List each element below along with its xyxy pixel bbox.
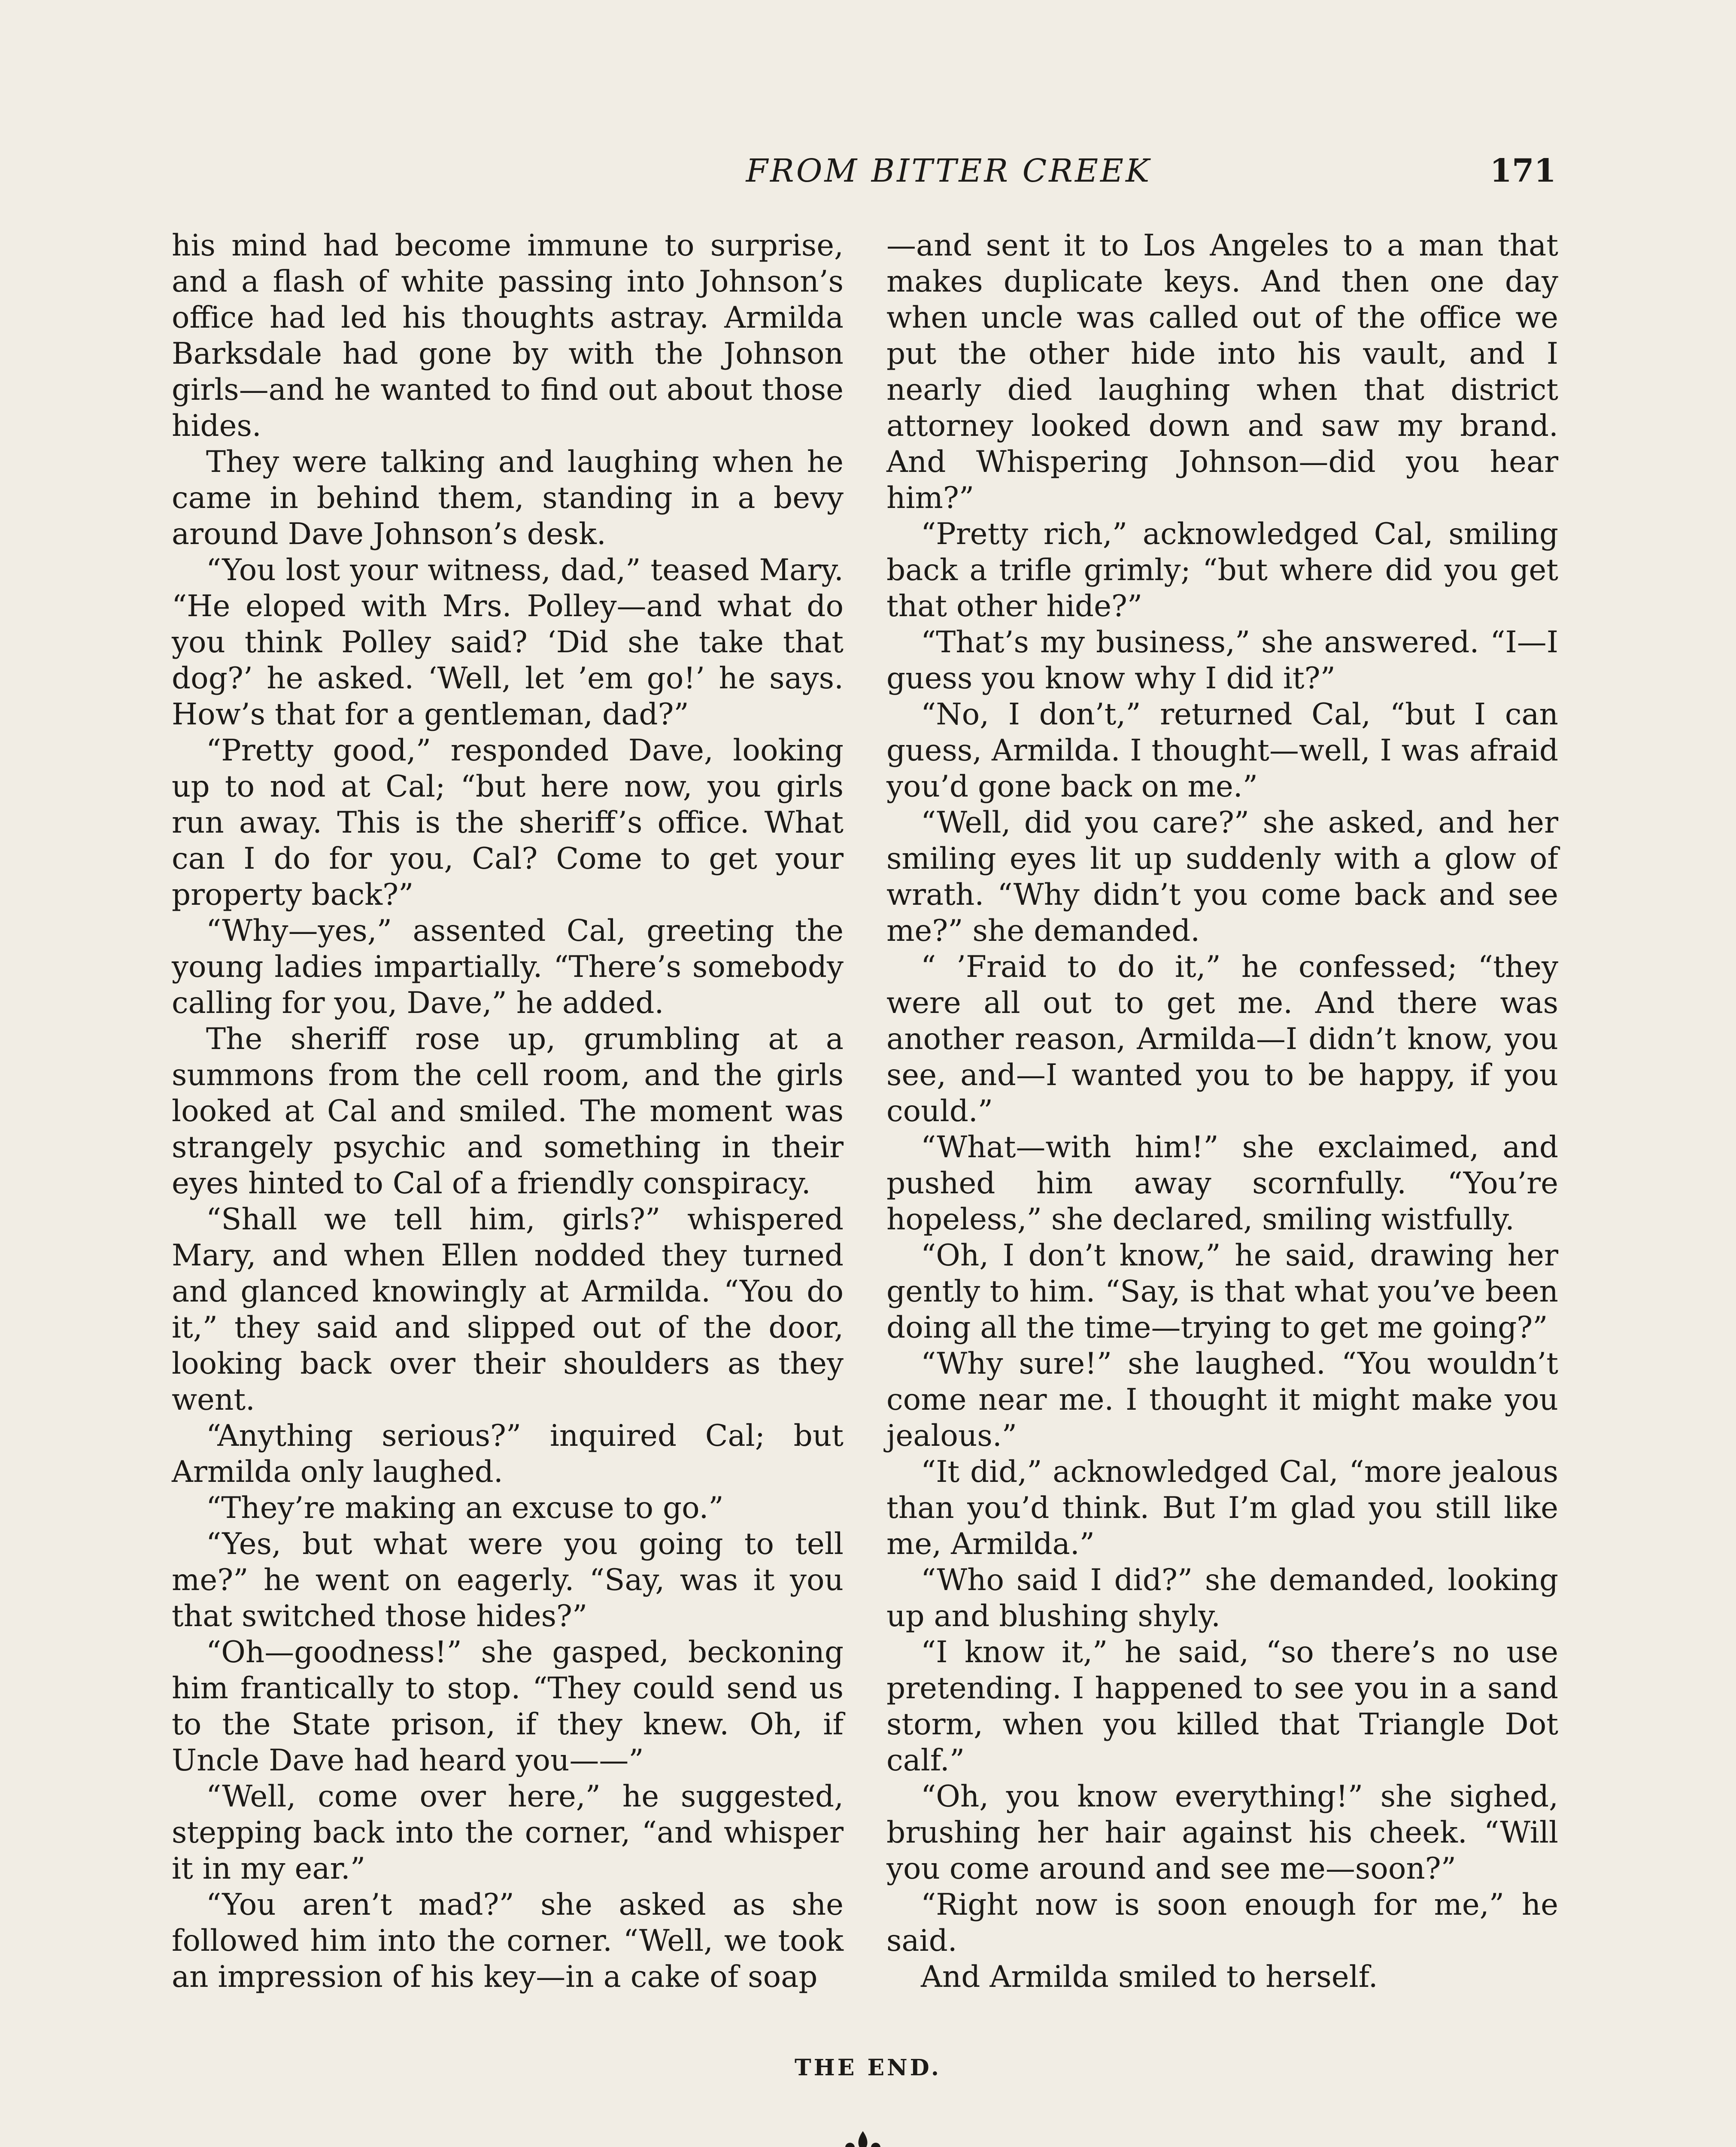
paragraph: “ ’Fraid to do it,” he confessed; “they were all out to get me. And there was another reason, Armilda—I didn’t know, you see, and—I wanted you to be happy, if you could.” xyxy=(886,950,1558,1128)
page-header xyxy=(172,152,1556,200)
paragraph: “You lost your witness, dad,” teased Mary. “He eloped with Mrs. Polley—and what do you think Polley said? ‘Did she take that dog?’ he asked. ‘Well, let ’em go!’ he says. How’s that for a gentleman, dad?” xyxy=(172,553,844,732)
paragraph: “Why—yes,” assented Cal, greeting the young ladies impartially. “There’s somebody calling for you, Dave,” he added. xyxy=(172,914,844,1020)
paragraph: “Who said I did?” she demanded, looking up and blushing shyly. xyxy=(886,1563,1558,1633)
paragraph: “Anything serious?” inquired Cal; but Armilda only laughed. xyxy=(172,1419,844,1489)
paragraph: “Pretty rich,” acknowledged Cal, smiling back a trifle grimly; “but where did you get that other hide?” xyxy=(886,517,1558,623)
paragraph: “That’s my business,” she answered. “I—I guess you know why I did it?” xyxy=(886,625,1558,696)
paragraph: —and sent it to Los Angeles to a man that makes duplicate keys. And then one day when uncle was called out of the office we put the other hide into his vault, and I nearly died laughing when that district attorney looked down and saw my brand. And Whispering Johnson—did you hear him?” xyxy=(886,228,1558,515)
paragraph: “It did,” acknowledged Cal, “more jealous than you’d think. But I’m glad you still like me, Armilda.” xyxy=(886,1455,1558,1561)
paragraph: “Oh, you know everything!” she sighed, brushing her hair against his cheek. “Will you come around and see me—soon?” xyxy=(886,1779,1558,1886)
the-end-marker: THE END. xyxy=(794,2055,942,2081)
paragraph: “No, I don’t,” returned Cal, “but I can guess, Armilda. I thought—well, I was afraid you’d gone back on me.” xyxy=(886,697,1558,804)
paragraph: “Well, come over here,” he suggested, stepping back into the corner, “and whisper it in my ear.” xyxy=(172,1779,844,1886)
paragraph: “I know it,” he said, “so there’s no use pretending. I happened to see you in a sand storm, when you killed that Triangle Dot calf.” xyxy=(886,1635,1558,1778)
paragraph: “Oh, I don’t know,” he said, drawing her gently to him. “Say, is that what you’ve been doing all the time—trying to get me going?” xyxy=(886,1238,1558,1345)
paragraph: “What—with him!” she exclaimed, and pushed him away scornfully. “You’re hopeless,” she declared, smiling wistfully. xyxy=(886,1130,1558,1237)
paragraph: “They’re making an excuse to go.” xyxy=(206,1491,724,1525)
paragraph: “Shall we tell him, girls?” whispered Mary, and when Ellen nodded they turned and glanced knowingly at Armilda. “You do it,” they said and slipped out of the door, looking back over their shoulders as they went. xyxy=(172,1202,844,1417)
floral-tailpiece-icon xyxy=(773,2128,953,2147)
running-title: FROM BITTER CREEK xyxy=(746,152,1152,189)
right-text-column xyxy=(886,228,1558,1995)
paragraph: “Why sure!” she laughed. “You wouldn’t come near me. I thought it might make you jealous.” xyxy=(886,1347,1558,1453)
left-text-column xyxy=(172,228,844,1995)
paragraph: his mind had become immune to surprise, and a flash of white passing into Johnson’s office had led his thoughts astray. Armilda Barksdale had gone by with the Johnson girls—and he wanted to find out about those hides. xyxy=(172,228,844,443)
paragraph: “Well, did you care?” she asked, and her smiling eyes lit up suddenly with a glow of wrath. “Why didn’t you come back and see me?” she demanded. xyxy=(886,806,1558,948)
paragraph: “Pretty good,” responded Dave, looking up to nod at Cal; “but here now, you girls run away. This is the sheriff’s office. What can I do for you, Cal? Come to get your property back?” xyxy=(172,733,844,912)
paragraph: “Yes, but what were you going to tell me?” he went on eagerly. “Say, was it you that switched those hides?” xyxy=(172,1527,844,1633)
paragraph: They were talking and laughing when he came in behind them, standing in a bevy around Dave Johnson’s desk. xyxy=(172,445,844,551)
paragraph: “Right now is soon enough for me,” he said. xyxy=(886,1888,1558,1958)
page-number: 171 xyxy=(1490,152,1556,189)
paragraph: The sheriff rose up, grumbling at a summons from the cell room, and the girls looked at Cal and smiled. The moment was strangely psychic and something in their eyes hinted to Cal of a friendly conspiracy. xyxy=(172,1022,844,1201)
paragraph: “You aren’t mad?” she asked as she followed him into the corner. “Well, we took an impression of his key—in a cake of soap xyxy=(172,1888,844,1994)
paragraph: “Oh—goodness!” she gasped, beckoning him frantically to stop. “They could send us to the State prison, if they knew. Oh, if Uncle Dave had heard you——” xyxy=(172,1635,844,1778)
paragraph: And Armilda smiled to herself. xyxy=(921,1960,1378,1994)
